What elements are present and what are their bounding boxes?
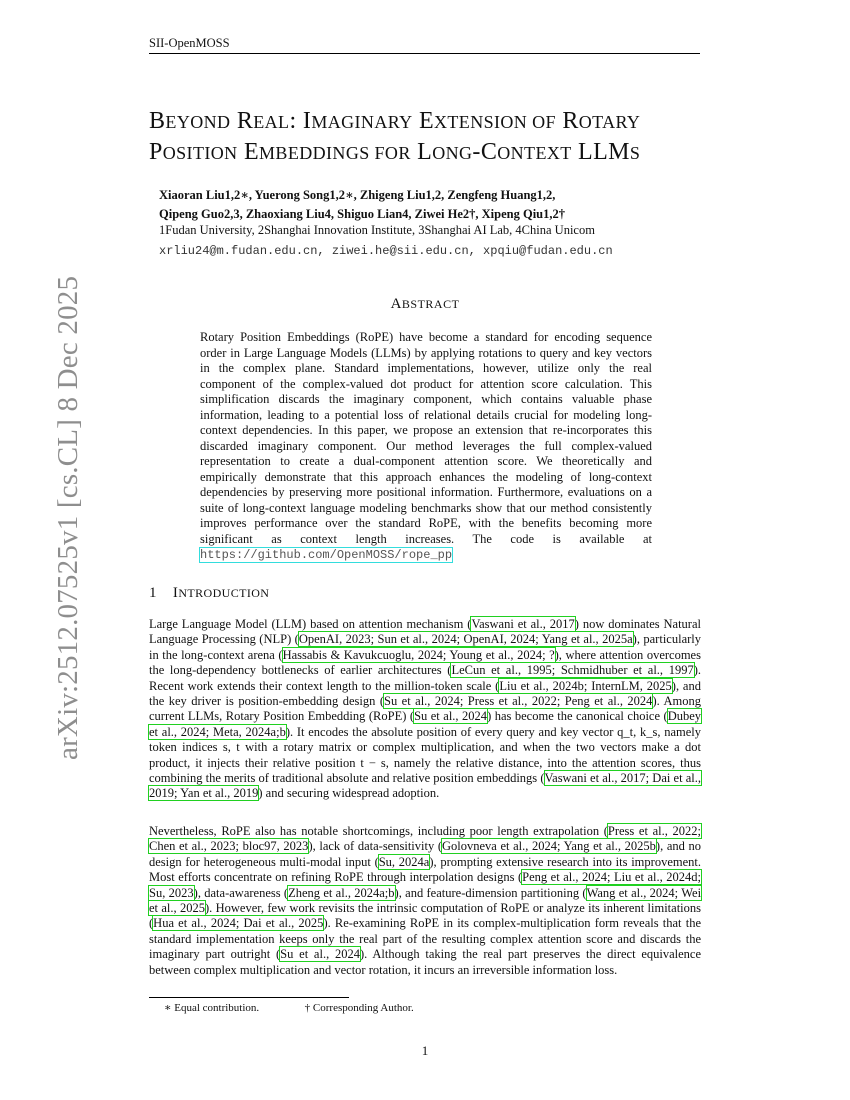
footnote-corresponding-author: † Corresponding Author.: [304, 1002, 414, 1014]
citation-link[interactable]: Su et al., 2024: [414, 709, 488, 724]
page-number: 1: [421, 1043, 429, 1058]
paper-title: [149, 106, 729, 168]
author-emails[interactable]: xrliu24@m.fudan.edu.cn, ziwei.he@sii.edu.cn, xpqiu@fudan.edu.cn: [159, 244, 613, 258]
intro-paragraph-1: [149, 617, 701, 802]
paragraph-text: ), data-awareness (: [193, 885, 289, 900]
citation-link[interactable]: Liu et al., 2024b; InternLM, 2025: [499, 678, 672, 693]
citation-link[interactable]: OpenAI, 2023; Sun et al., 2024; OpenAI, 2024; Yang et al., 2025a: [298, 632, 633, 647]
paragraph-text: ), and the key driver is position-embedding design (: [149, 678, 701, 709]
footnote-rule: [149, 997, 349, 998]
abstract-text: Rotary Position Embeddings (RoPE) have become a standard for encoding sequence order in Large Language Models (LLMs) by applying rotations to query and key vectors in the complex plane. Standard implementations, however, utilize only the real component of the complex-valued dot product for attention score calculation. This simplification discards the imaginary component, which contains valuable phase information, leading to a potential loss of relational details crucial for modeling long-context dependencies. In this paper, we propose an extension that re-incorporates this discarded imaginary component. Our method leverages the full complex-valued representation to create a dual-component attention score. We theoretically and empirically demonstrate that this approach enhances the modeling of long-context dependencies by preserving more positional information. Furthermore, evaluations on a suite of long-context language modeling benchmarks show that our method consistently improves performance over the standard RoPE, with the benefits becoming more significant as context length increases. The code is available at: [200, 330, 652, 546]
paragraph-text: Large Language Model (LLM) based on attention mechanism (: [149, 617, 472, 631]
paragraph-text: ) has become the canonical choice (: [487, 709, 668, 724]
code-repo-link[interactable]: https://github.com/OpenMOSS/rope_pp: [200, 548, 453, 562]
paragraph-text: ), and feature-dimension partitioning (: [394, 885, 587, 900]
paragraph-text: ). Recent work extends their context length to the million-token scale (: [149, 663, 701, 693]
paragraph-text: ), where attention overcomes the long-dependency bottlenecks of earlier architectures (: [149, 647, 701, 678]
paragraph-text: ), prompting extensive research into its improvement. Most efforts concentrate on refining RoPE through interpolation designs (: [149, 854, 701, 885]
section-number: 1: [149, 585, 157, 601]
arxiv-sidebar-stamp: arXiv:2512.07525v1 [cs.CL] 8 Dec 2025: [52, 275, 84, 760]
title-line-2: POSITION EMBEDDINGS FOR LONG-CONTEXT LLMS: [149, 139, 641, 165]
footnote-equal-contribution: ∗ Equal contribution.: [164, 1002, 260, 1014]
author-list: [159, 186, 719, 224]
paragraph-text: ) now dominates Natural Language Processing (NLP) (: [149, 617, 701, 647]
citation-link[interactable]: Su, 2024a: [378, 854, 430, 869]
citation-link[interactable]: Su et al., 2024: [280, 947, 360, 962]
paragraph-text: ). Among current LLMs, Rotary Position Embedding (RoPE) (: [149, 694, 701, 724]
paragraph-text: ). However, few work revisits the intrinsic computation of RoPE or analyze its inherent limitations (: [149, 901, 702, 931]
citation-link[interactable]: Vaswani et al., 2017; Dai et al., 2019; Yan et al., 2019: [149, 771, 701, 801]
citation-link[interactable]: Press et al., 2022; Chen et al., 2023; bloc97, 2023: [149, 824, 701, 854]
paragraph-text: ), and no design for heterogeneous multi-modal input (: [149, 839, 701, 869]
header-rule: [149, 53, 700, 54]
abstract-body: [200, 330, 652, 564]
paragraph-text: ). It encodes the absolute position of every query and key vector q_t, k_s, namely token indices s, t with a rotary matrix or complex multiplication, and when the two vectors make a dot product, it injects their relative position t − s, namely the relative distance, into the attention scores, thus combining the merits of traditional absolute and relative position embeddings (: [149, 724, 701, 786]
paragraph-text: ). Re-examining RoPE in its complex-multiplication form reveals that the standard implementation keeps only the real part of the resulting complex attention score and discards the imaginary part outright (: [149, 916, 701, 962]
footnotes: [164, 1001, 414, 1014]
abstract-heading: ABSTRACT: [390, 296, 460, 312]
authors-line-2: Qipeng Guo2,3, Zhaoxiang Liu4, Shiguo Lian4, Ziwei He2†, Xipeng Qiu1,2†: [159, 207, 565, 221]
citation-link[interactable]: Dubey et al., 2024; Meta, 2024a;b: [149, 709, 702, 739]
running-header: SII-OpenMOSS: [149, 36, 230, 50]
citation-link[interactable]: Wang et al., 2024; Wei et al., 2025: [149, 885, 702, 916]
citation-link[interactable]: Vaswani et al., 2017: [471, 617, 575, 631]
intro-paragraph-2: [149, 824, 701, 978]
affiliations: 1Fudan University, 2Shanghai Innovation Institute, 3Shanghai AI Lab, 4China Unicom: [159, 223, 595, 237]
citation-link[interactable]: Su et al., 2024; Press et al., 2022; Peng et al., 2024: [384, 694, 653, 709]
paragraph-text: ), particularly in the long-context arena (: [149, 632, 701, 662]
title-line-1: BEYOND REAL: IMAGINARY EXTENSION OF ROTARY: [149, 108, 641, 134]
paragraph-text: Nevertheless, RoPE also has notable shortcomings, including poor length extrapolation (: [149, 824, 608, 838]
citation-link[interactable]: Peng et al., 2024; Liu et al., 2024d; Su, 2023: [149, 870, 701, 900]
section-heading-introduction: 1 INTRODUCTION: [149, 585, 270, 601]
paragraph-text: ) and securing widespread adoption.: [258, 786, 440, 801]
authors-line-1: Xiaoran Liu1,2∗, Yuerong Song1,2∗, Zhigeng Liu1,2, Zengfeng Huang1,2,: [159, 188, 556, 202]
paragraph-text: ), lack of data-sensitivity (: [308, 839, 442, 854]
citation-link[interactable]: Hua et al., 2024; Dai et al., 2025: [153, 916, 324, 931]
citation-link[interactable]: Hassabis & Kavukcuoglu, 2024; Young et al., 2024; ?: [282, 647, 555, 662]
paragraph-text: ). Although taking the real part preserves the direct equivalence between complex multiplication and vector rotation, it incurs an irreversible information loss.: [149, 947, 702, 977]
citation-link[interactable]: Golovneva et al., 2024; Yang et al., 2025b: [442, 839, 656, 854]
citation-link[interactable]: Zheng et al., 2024a;b: [288, 885, 395, 900]
citation-link[interactable]: LeCun et al., 1995; Schmidhuber et al., 1997: [451, 663, 694, 678]
